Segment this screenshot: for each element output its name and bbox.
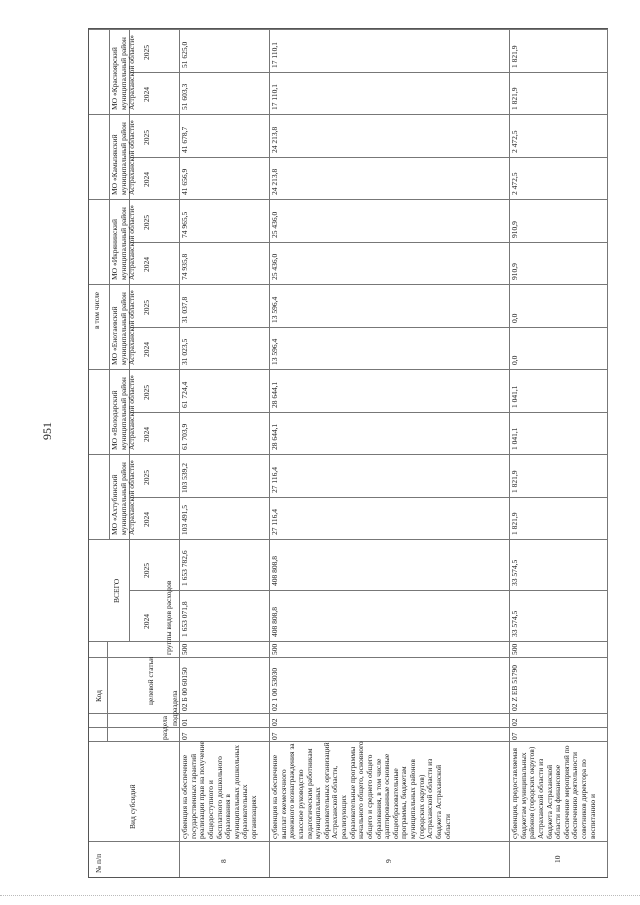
row-8-district-0-2025: 103 539,2 <box>180 463 189 493</box>
row-9-district-5-2024: 17 110,1 <box>270 84 279 110</box>
column-separator <box>89 841 607 842</box>
header-including: в том числе <box>92 291 101 329</box>
header-name: Вид субсидий <box>128 784 137 829</box>
row-9-total-2025: 408 808,8 <box>270 556 279 586</box>
row-9-district-0-2025: 27 116,4 <box>270 467 279 493</box>
column-separator <box>89 454 607 455</box>
header-num: № п/п <box>94 853 103 873</box>
header-year-4-b: 2025 <box>142 215 151 230</box>
header-district-0: МО «Ахтубинский муниципальный район Астраханской области» <box>110 459 137 535</box>
row-10-district-0-2025: 1 821,9 <box>510 470 519 493</box>
row-8-district-5-2024: 51 603,3 <box>180 83 189 110</box>
header-code: Код <box>94 690 103 702</box>
column-separator <box>89 199 607 200</box>
row-8-district-2-2024: 31 023,5 <box>180 338 189 365</box>
row-8-subsection: 01 <box>180 718 189 726</box>
header-year-1-b: 2025 <box>142 470 151 485</box>
row-8-num: 8 <box>219 859 228 863</box>
row-10-district-4-2024: 2 472,5 <box>510 172 519 195</box>
row-9-total-2024: 408 808,8 <box>270 607 279 637</box>
header-district-4: МО «Камызякский муниципальный район Астраханской области» <box>110 119 137 195</box>
row-9-num: 9 <box>384 859 393 863</box>
row-10-section: 07 <box>510 732 519 740</box>
header-year-6-a: 2024 <box>142 87 151 102</box>
header-target: целевой статьи <box>146 656 155 705</box>
row-10-district-3-2024: 910,9 <box>510 263 519 280</box>
row-8-total-2024: 1 653 071,8 <box>180 601 189 637</box>
header-section: раздела <box>160 715 169 740</box>
row-9-district-5-2025: 17 110,1 <box>270 42 279 68</box>
page-number: 951 <box>40 422 54 440</box>
header-district-5: МО «Красноярский муниципальный район Астраханской области» <box>110 34 137 110</box>
year-separator <box>129 72 607 73</box>
year-separator <box>129 497 607 498</box>
row-8-district-1-2024: 61 703,9 <box>180 423 189 450</box>
year-separator <box>129 590 607 591</box>
header-year-1-a: 2024 <box>142 512 151 527</box>
header-total: ВСЕГО <box>112 578 121 603</box>
row-8-district-1-2025: 61 724,4 <box>180 381 189 408</box>
row-9-subsection: 02 <box>270 718 279 726</box>
header-subsection: подраздела <box>170 690 179 726</box>
scan-footer-line <box>0 895 640 899</box>
year-separator <box>129 157 607 158</box>
year-separator <box>129 242 607 243</box>
header-year-2-a: 2024 <box>142 427 151 442</box>
column-separator <box>89 713 607 714</box>
row-8-expense-group: 500 <box>180 643 189 655</box>
row-10-subsection: 02 <box>510 718 519 726</box>
row-9-district-2-2025: 13 596,4 <box>270 296 279 323</box>
header-year-6-b: 2025 <box>142 45 151 60</box>
header-district-2: МО «Енотаевский муниципальный район Астраханской области» <box>110 289 137 365</box>
row-9-district-1-2025: 28 644,1 <box>270 381 279 408</box>
row-10-district-1-2024: 1 041,1 <box>510 427 519 450</box>
row-9-district-4-2024: 24 213,8 <box>270 168 279 195</box>
header-year-4-a: 2024 <box>142 257 151 272</box>
row-10-name: субвенция, предоставляемая бюджетам муниципальных районов (городских округов) Астраханской области из бюджета Астраханской области на финансовое обеспечение мероприятий по обеспечению деятельности советников директора по воспитанию и <box>510 745 597 839</box>
column-separator <box>89 657 607 658</box>
subsidy-table <box>88 28 608 878</box>
row-10-district-4-2025: 2 472,5 <box>510 130 519 153</box>
column-separator <box>89 369 607 370</box>
row-8-district-4-2025: 41 678,7 <box>180 126 189 153</box>
row-9-district-2-2024: 13 596,4 <box>270 338 279 365</box>
row-separator <box>607 29 608 877</box>
row-8-district-4-2024: 41 656,9 <box>180 168 189 195</box>
row-9-district-3-2025: 25 436,0 <box>270 211 279 238</box>
header-year-0-b: 2025 <box>142 563 151 578</box>
header-separator <box>107 641 108 741</box>
row-9-district-3-2024: 25 436,0 <box>270 253 279 280</box>
row-9-target: 02 1 00 53030 <box>270 667 279 711</box>
column-separator <box>89 29 607 30</box>
row-8-district-3-2025: 74 965,5 <box>180 211 189 238</box>
row-8-district-2-2025: 31 037,8 <box>180 296 189 323</box>
header-district-1: МО «Володарский муниципальный район Астраханской области» <box>110 374 137 450</box>
column-separator <box>89 539 607 540</box>
row-10-num: 10 <box>553 855 562 863</box>
header-year-3-a: 2024 <box>142 342 151 357</box>
row-8-district-0-2024: 103 491,5 <box>180 505 189 535</box>
row-10-target: 02 Z EB 51790 <box>510 664 519 711</box>
row-10-district-1-2025: 1 041,1 <box>510 385 519 408</box>
row-9-district-1-2024: 28 644,1 <box>270 423 279 450</box>
header-year-5-a: 2024 <box>142 172 151 187</box>
header-year-5-b: 2025 <box>142 130 151 145</box>
header-year-0-a: 2024 <box>142 614 151 629</box>
row-10-district-5-2024: 1 821,9 <box>510 87 519 110</box>
row-8-district-5-2025: 51 625,0 <box>180 41 189 68</box>
row-8-section: 07 <box>180 732 189 740</box>
row-10-district-5-2025: 1 821,9 <box>510 45 519 68</box>
year-separator <box>129 412 607 413</box>
row-8-target: 02 Б 00 60150 <box>180 667 189 711</box>
header-year-3-b: 2025 <box>142 300 151 315</box>
header-year-2-b: 2025 <box>142 385 151 400</box>
row-10-expense-group: 500 <box>510 643 519 655</box>
column-separator <box>89 114 607 115</box>
row-10-district-0-2024: 1 821,9 <box>510 512 519 535</box>
row-9-district-4-2025: 24 213,8 <box>270 126 279 153</box>
row-8-district-3-2024: 74 935,8 <box>180 253 189 280</box>
year-separator <box>129 327 607 328</box>
row-9-district-0-2024: 27 116,4 <box>270 509 279 535</box>
row-10-district-3-2025: 910,9 <box>510 221 519 238</box>
column-separator <box>89 284 607 285</box>
row-9-expense-group: 500 <box>270 643 279 655</box>
row-10-district-2-2025: 0,0 <box>510 313 519 323</box>
row-9-name: субвенция на обеспечение выплат ежемесячного денежного вознаграждения за классное руководство педагогическим работникам муниципальных образовательных организаций Астраханской области, реализующих образовательные программы начального общего, основного общего и среднего общего образования, в том числе адаптированные основные общеобразовательные программы, бюджетам муниципальных районов (городских округов) Астраханской области из бюджета Астраханской области <box>270 741 452 839</box>
row-10-total-2024: 33 574,5 <box>510 610 519 637</box>
row-9-section: 07 <box>270 732 279 740</box>
row-8-name: субвенция на обеспечение государственных гарантий реализации прав на получение общедоступного и бесплатного дошкольного образования в муниципальных дошкольных образовательных организациях <box>180 741 258 839</box>
header-district-3: МО «Икрянинский муниципальный район Астраханской области» <box>110 204 137 280</box>
header-expense-group: группы видов расходов <box>164 580 173 655</box>
row-8-total-2025: 1 653 782,6 <box>180 550 189 586</box>
row-10-district-2-2024: 0,0 <box>510 355 519 365</box>
row-10-total-2025: 33 574,5 <box>510 559 519 586</box>
